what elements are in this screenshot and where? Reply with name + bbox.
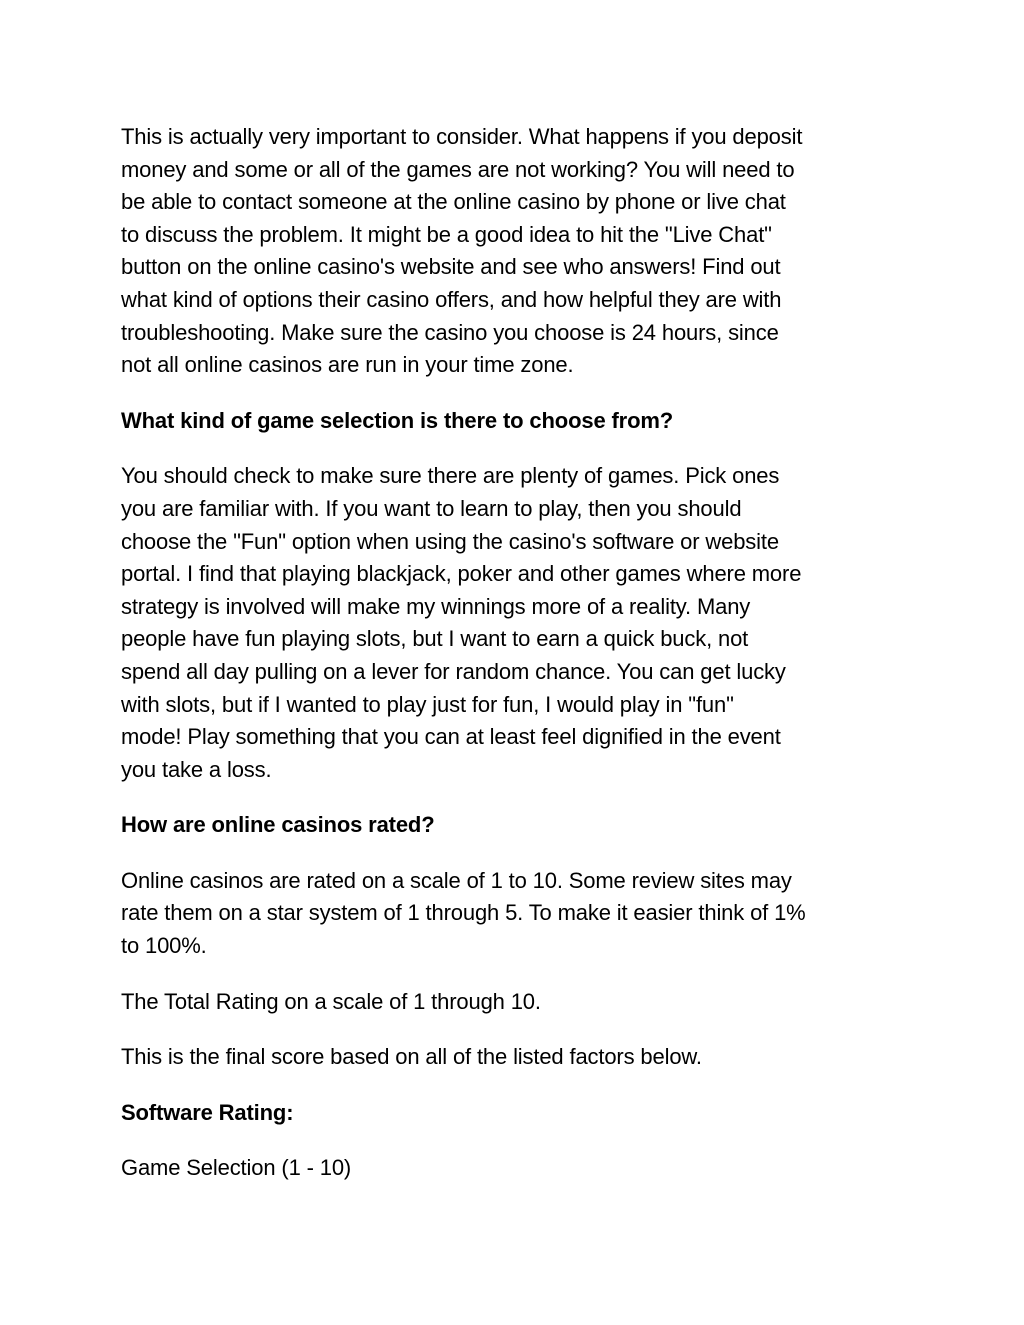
paragraph-final-score: This is the final score based on all of the listed factors below. — [121, 1044, 702, 1070]
paragraph-rating-scale: Online casinos are rated on a scale of 1 to 10. Some review sites may rate them on a star system of 1 through 5. To make it easier think of 1% to 100%. — [121, 867, 806, 959]
paragraph-game-selection-rating: Game Selection (1 - 10) — [121, 1155, 352, 1181]
heading-software-rating: Software Rating: — [121, 1099, 294, 1125]
paragraph-game-selection: You should check to make sure there are plenty of games. Pick ones you are familiar with. If you want to learn to play, then you should choose the "Fun" option when using the casino's software or website portal. I find that playing blackjack, poker and other games where more strategy is involved will make my winnings more of a reality. Many people have fun playing slots, but I want to earn a quick buck, not spend all day pulling on a lever for random chance. You can get lucky with slots, but if I wanted to play just for fun, I would play in "fun" mode! Play something that you can at least feel dignified in the event you take a loss. — [121, 463, 802, 782]
paragraph-customer-support: This is actually very important to consider. What happens if you deposit money and some or all of the games are not working? You will need to be able to contact someone at the online casino by phone or live chat to discuss the problem. It might be a good idea to hit the "Live Chat" button on the online casino's website and see who answers! Find out what kind of options their casino offers, and how helpful they are with troubleshooting. Make sure the casino you choose is 24 hours, since not all online casinos are run in your time zone. — [121, 124, 803, 378]
heading-casino-ratings: How are online casinos rated? — [121, 812, 435, 838]
document-page — [121, 121, 911, 1208]
paragraph-total-rating: The Total Rating on a scale of 1 through 10. — [121, 988, 541, 1014]
heading-game-selection: What kind of game selection is there to choose from? — [121, 407, 674, 433]
